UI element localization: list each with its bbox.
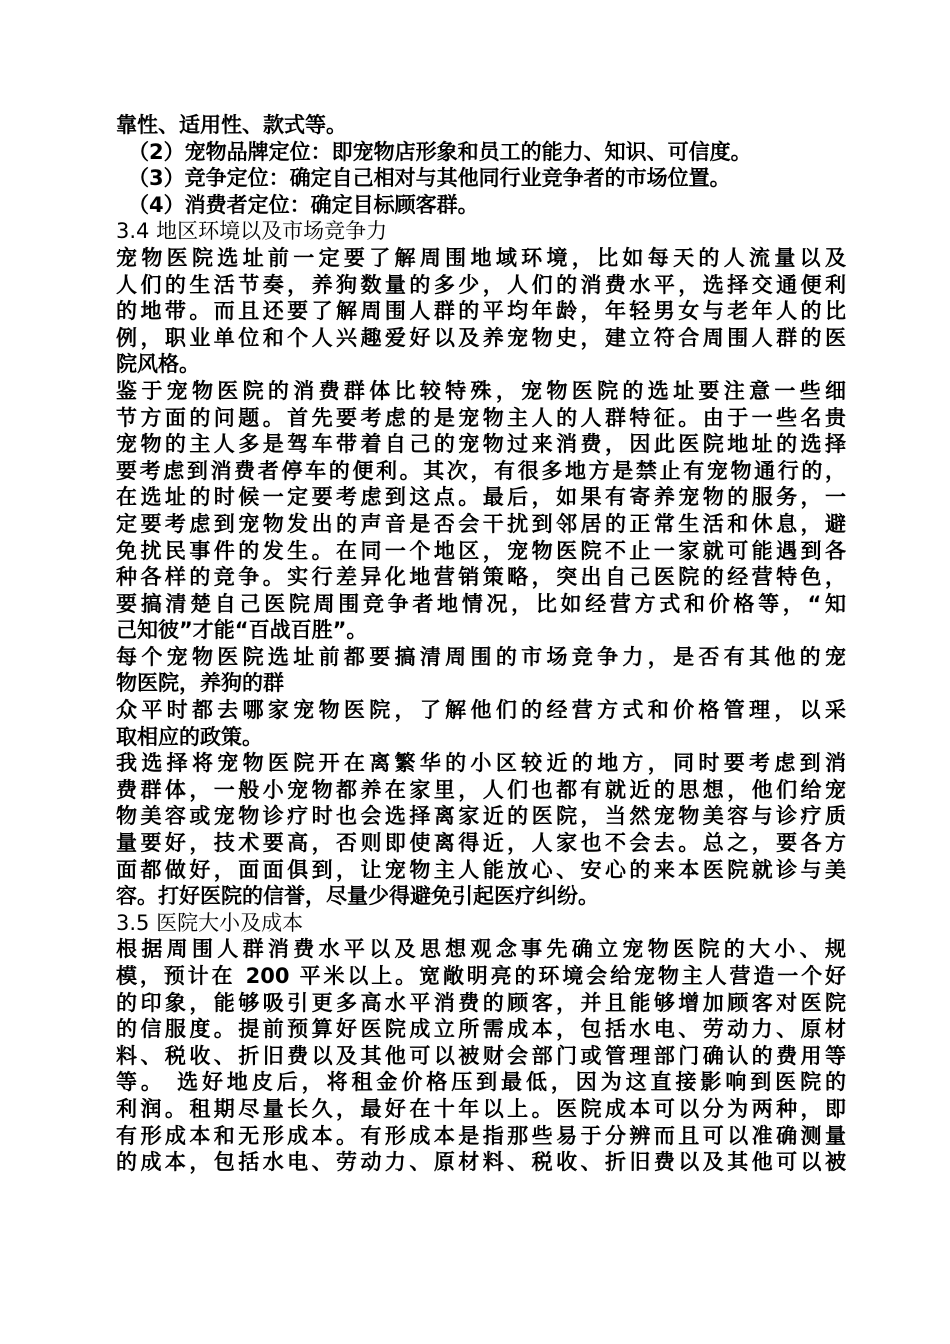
text-line: 模，预计在 200 平米以上。宽敞明亮的环境会给宠物主人营造一个好 — [116, 964, 846, 988]
document-body — [116, 112, 846, 1176]
text-line: 费群体，一般小宠物都养在家里，人们也都有就近的思想，他们给宠 — [116, 777, 846, 802]
text-line: 面都做好，面面俱到，让宠物主人能放心、安心的来本医院就诊与美 — [116, 857, 846, 882]
text-line: 物美容或宠物诊疗时也会选择离家近的医院，当然宠物美容与诊疗质 — [116, 804, 846, 829]
text-line: 利润。租期尽量长久，最好在十年以上。医院成本可以分为两种，即 — [116, 1096, 846, 1121]
text-line: 每个宠物医院选址前都要搞清周围的市场竞争力，是否有其他的宠 — [116, 644, 846, 669]
text-line: 定要考虑到宠物发出的声音是否会干扰到邻居的正常生活和休息，避 — [116, 511, 846, 536]
text-line: 宠物医院选址前一定要了解周围地域环境，比如每天的人流量以及 — [116, 245, 846, 270]
text-line: 等。 选好地皮后，将租金价格压到最低，因为这直接影响到医院的 — [116, 1070, 846, 1095]
text-line: 节方面的问题。首先要考虑的是宠物主人的人群特征。由于一些名贵 — [116, 405, 846, 430]
text-line: 要搞清楚自己医院周围竞争者地情况，比如经营方式和价格等，“知 — [116, 591, 846, 616]
text-line: 料、税收、折旧费以及其他可以被财会部门或管理部门确认的费用等 — [116, 1043, 846, 1068]
text-line: 例，职业单位和个人兴趣爱好以及养宠物史，建立符合周围人群的医 — [116, 325, 846, 350]
text-line: 要考虑到消费者停车的便利。其次，有很多地方是禁止有宠物通行的， — [116, 458, 846, 483]
text-line: 种各样的竞争。实行差异化地营销策略，突出自己医院的经营特色， — [116, 565, 846, 590]
text-line: 宠物的主人多是驾车带着自己的宠物过来消费，因此医院地址的选择 — [116, 432, 846, 457]
text-line: 物医院，养狗的群 — [116, 671, 284, 696]
text-line: （4）消费者定位：确定目标顾客群。 — [128, 192, 479, 217]
text-line: （3）竞争定位：确定自己相对与其他同行业竞争者的市场位置。 — [128, 166, 731, 191]
text-line: 己知彼”才能“百战百胜”。 — [116, 618, 368, 643]
text-line: 的信服度。提前预算好医院成立所需成本，包括水电、劳动力、原材 — [116, 1017, 846, 1042]
text-line: 的成本，包括水电、劳动力、原材料、税收、折旧费以及其他可以被 — [116, 1150, 846, 1175]
text-line: 量要好，技术要高，否则即使离得近，人家也不会去。总之，要各方 — [116, 831, 846, 856]
text-line: （2）宠物品牌定位：即宠物店形象和员工的能力、知识、可信度。 — [128, 139, 752, 164]
text-line: 众平时都去哪家宠物医院，了解他们的经营方式和价格管理，以采 — [116, 698, 846, 723]
text-line: 取相应的政策。 — [116, 724, 263, 749]
text-line: 容。打好医院的信誉，尽量少得避免引起医疗纠纷。 — [116, 884, 599, 909]
text-line: 在选址的时候一定要考虑到这点。最后，如果有寄养宠物的服务，一 — [116, 485, 846, 510]
text-line: 有形成本和无形成本。有形成本是指那些易于分辨而且可以准确测量 — [116, 1123, 846, 1148]
text-line: 院风格。 — [116, 352, 200, 377]
text-line: 靠性、适用性、款式等。 — [116, 113, 347, 137]
text-line: 的印象，能够吸引更多高水平消费的顾客，并且能够增加顾客对医院 — [116, 990, 846, 1015]
section-heading: 3.5 医院大小及成本 — [116, 910, 304, 935]
text-line: 人们的生活节奏，养狗数量的多少，人们的消费水平，选择交通便利 — [116, 272, 846, 297]
text-line: 鉴于宠物医院的消费群体比较特殊，宠物医院的选址要注意一些细 — [116, 378, 846, 403]
text-line: 免扰民事件的发生。在同一个地区，宠物医院不止一家就可能遇到各 — [116, 538, 846, 563]
text-line: 的地带。而且还要了解周围人群的平均年龄，年轻男女与老年人的比 — [116, 299, 846, 324]
text-line: 根据周围人群消费水平以及思想观念事先确立宠物医院的大小、规 — [116, 937, 846, 962]
section-heading: 3.4 地区环境以及市场竞争力 — [116, 219, 388, 244]
text-line: 我选择将宠物医院开在离繁华的小区较近的地方，同时要考虑到消 — [116, 751, 846, 776]
